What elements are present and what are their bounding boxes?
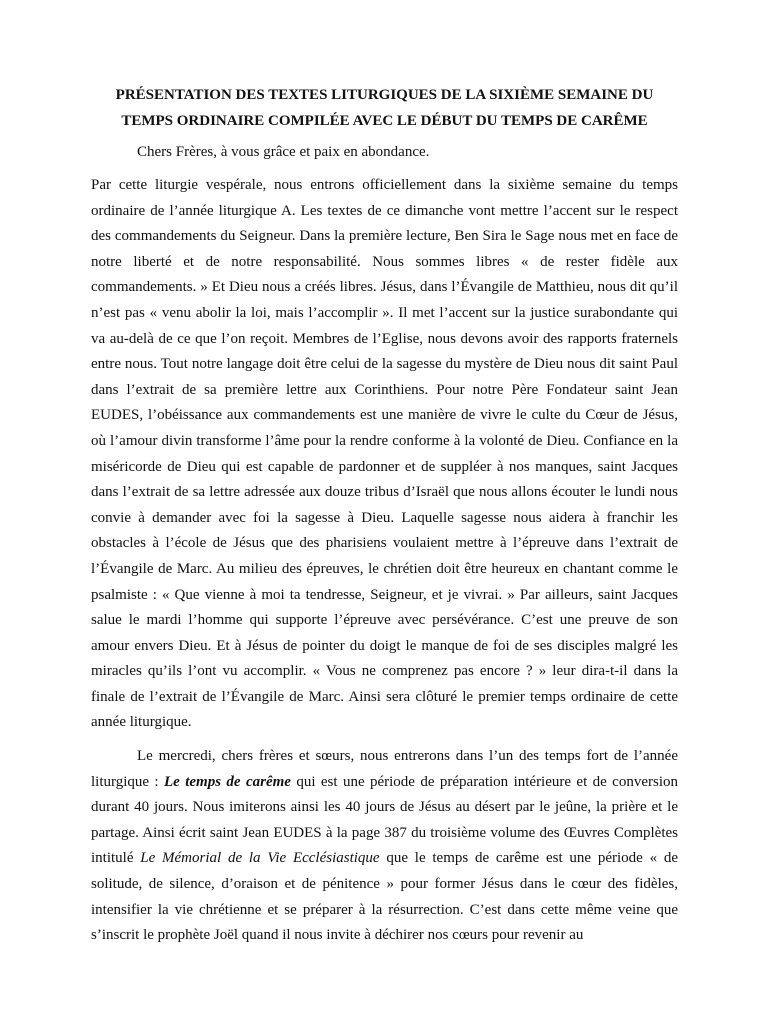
paragraph-2-text-b: qui est une période de préparation intérieure et de conversion durant 40 jours. Nous imiterons ainsi les 40 jours de Jésus au désert par le jeûne, la prière et le partage. Ainsi écrit saint Jean EUDES à la page 387 du troisième volume des Œuvres Complètes intitulé — [91, 773, 678, 867]
title-line-2: TEMPS ORDINAIRE COMPILÉE AVEC LE DÉBUT DU TEMPS DE CARÊME — [121, 113, 648, 129]
lent-emphasis: Le temps de carême — [164, 773, 291, 790]
book-title: Le Mémorial de la Vie Ecclésiastique — [140, 850, 380, 867]
paragraph-2-text-c: que le temps de carême est une période « de solitude, de silence, d’oraison et de pénitence » pour former Jésus dans le cœur des fidèles, intensifier la vie chrétienne et se préparer à la résurrection. C’est dans cette même veine que s’inscrit le prophète Joël quand il nous invite à déchirer nos cœurs pour revenir au — [91, 850, 678, 944]
paragraph-2 — [91, 744, 678, 949]
greeting: Chers Frères, à vous grâce et paix en abondance. — [137, 144, 430, 160]
paragraph-2-text-a: Le mercredi, chers frères et sœurs, nous entrerons dans l’un des temps fort de l’année liturgique : — [91, 748, 678, 790]
title-line-1: PRÉSENTATION DES TEXTES LITURGIQUES DE LA SIXIÈME SEMAINE DU — [115, 87, 654, 103]
document-title — [91, 82, 678, 134]
paragraph-1: Par cette liturgie vespérale, nous entrons officiellement dans la sixième semaine du temps ordinaire de l’année liturgique A. Les textes de ce dimanche vont mettre l’accent sur le respect des commandements du Seigneur. Dans la première lecture, Ben Sira le Sage nous met en face de notre liberté et de notre responsabilité. Nous sommes libres « de rester fidèle aux commandements. » Et Dieu nous a créés libres. Jésus, dans l’Évangile de Matthieu, nous dit qu’il n’est pas « venu abolir la loi, mais l’accomplir ». Il met l’accent sur la justice surabondante qui va au-delà de ce que l’on reçoit. Membres de l’Eglise, nous devons avoir des rapports fraternels entre nous. Tout notre langage doit être celui de la sagesse du mystère de Dieu nous dit saint Paul dans l’extrait de sa première lettre aux Corinthiens. Pour notre Père Fondateur saint Jean EUDES, l’obéissance aux commandements est une manière de vivre le culte du Cœur de Jésus, où l’amour divin transforme l’âme pour la rendre conforme à la volonté de Dieu. Confiance en la miséricorde de Dieu qui est capable de pardonner et de suppléer à nos manques, saint Jacques dans l’extrait de sa lettre adressée aux douze tribus d’Israël que nous allons écouter le lundi nous convie à demander avec foi la sagesse à Dieu. Laquelle sagesse nous aidera à franchir les obstacles à l’école de Jésus que des pharisiens voulaient mettre à l’épreuve dans l’extrait de l’Évangile de Marc. Au milieu des épreuves, le chrétien doit être heureux en chantant comme le psalmiste : « Que vienne à moi ta tendresse, Seigneur, et je vivrai. » Par ailleurs, saint Jacques salue le mardi l’homme qui supporte l’épreuve avec persévérance. C’est une preuve de son amour envers Dieu. Et à Jésus de pointer du doigt le manque de foi de ses disciples malgré les miracles qu’ils l’ont vu accomplir. « Vous ne comprenez pas encore ? » leur dira-t-il dans la finale de l’extrait de l’Évangile de Marc. Ainsi sera clôturé le premier temps ordinaire de cette année liturgique. — [91, 177, 678, 731]
